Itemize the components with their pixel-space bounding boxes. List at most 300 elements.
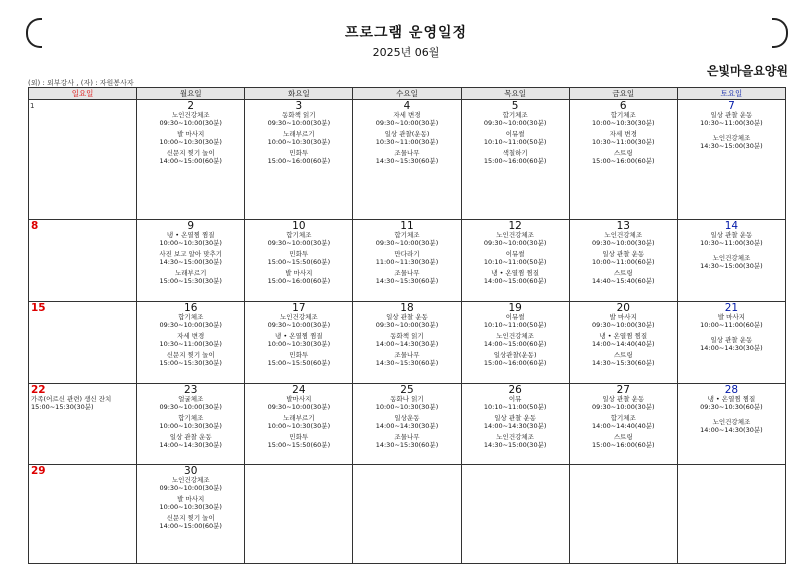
activity-name: 얼굴체조 <box>178 395 204 403</box>
activity-time: 09:30~10:00(30분) <box>267 402 331 411</box>
activity-name: 이뮤썰 <box>505 250 525 258</box>
activity-entry <box>353 415 460 430</box>
activity-time: 09:30~10:00(30분) <box>159 320 222 329</box>
activity-time: 15:00~16:00(60분) <box>483 358 547 367</box>
activity-time: 15:00~16:00(60분) <box>267 276 331 285</box>
activity-name: 동화책 읽기 <box>390 332 424 340</box>
day-number: 23 <box>184 384 198 396</box>
activity-time: 09:30~10:00(30분) <box>592 402 655 411</box>
activity-entry <box>245 352 352 367</box>
day-cell <box>245 100 353 220</box>
activity-entry <box>570 333 677 348</box>
day-number: 17 <box>292 302 306 314</box>
activity-name: 일상 관찰 운동 <box>386 313 428 321</box>
activity-entry <box>678 396 785 411</box>
activity-name: 발 마사지 <box>177 495 205 503</box>
day-number: 28 <box>724 384 739 396</box>
activity-name: 일상 관찰 운동 <box>602 250 645 258</box>
activity-time: 14:30~15:30(60분) <box>592 358 655 367</box>
day-cell <box>137 100 245 220</box>
day-number: 13 <box>616 220 630 232</box>
day-number: 8 <box>31 220 39 232</box>
activity-time: 10:00~10:30(30분) <box>375 402 439 411</box>
activity-time: 15:00~15:50(60분) <box>267 440 331 449</box>
weekday-header-monday: 월요일 <box>137 88 245 100</box>
activity-name: 합기체조 <box>610 111 636 119</box>
activity-time: 10:10~11:00(50분) <box>483 137 547 146</box>
activity-name: 이뮤 <box>508 395 522 403</box>
activity-time: 10:30~11:00(30분) <box>700 118 763 127</box>
activity-entry <box>353 396 460 411</box>
activity-entry <box>245 150 352 165</box>
activity-entry <box>462 434 569 449</box>
activity-entry <box>570 251 677 266</box>
activity-entry <box>137 314 244 329</box>
weekday-header-thursday: 목요일 <box>461 88 569 100</box>
day-cell <box>569 302 677 384</box>
activity-time: 10:00~10:30(30분) <box>267 137 331 146</box>
activity-name: 스트링 <box>613 269 633 277</box>
day-cell <box>353 384 461 465</box>
activity-time: 09:30~10:00(30분) <box>483 238 547 247</box>
activity-name: 만다라기 <box>394 250 420 258</box>
activity-entry <box>137 251 244 266</box>
activity-name: 신문지 찢기 놀이 <box>166 514 215 522</box>
activity-name: 일상관찰(운동) <box>493 351 537 359</box>
activity-name: 민화투 <box>289 351 309 359</box>
activity-name: 일상 관찰 운동 <box>169 433 212 441</box>
day-number: 22 <box>31 384 46 396</box>
activity-entry <box>245 131 352 146</box>
activity-entry <box>245 434 352 449</box>
activity-entry <box>137 496 244 511</box>
activity-time: 10:10~11:00(50분) <box>483 402 547 411</box>
page-title: 프로그램 운영일정 <box>344 25 468 41</box>
activity-time: 14:30~15:30(60분) <box>375 156 439 165</box>
activity-time: 10:00~10:30(30분) <box>592 118 655 127</box>
activity-name: 합기체조 <box>502 111 528 119</box>
activity-name: 합기체조 <box>286 231 312 239</box>
activity-time: 14:00~14:30(30분) <box>483 421 547 430</box>
day-number: 5 <box>511 100 519 112</box>
day-cell <box>353 100 461 220</box>
day-number: 16 <box>184 302 198 314</box>
activity-entry <box>462 270 569 285</box>
activity-entry <box>462 333 569 348</box>
activity-time: 09:30~10:00(30분) <box>375 118 439 127</box>
activity-time: 10:30~11:00(30분) <box>159 339 222 348</box>
activity-entry <box>462 251 569 266</box>
week-row <box>29 220 786 302</box>
activity-time: 15:00~15:30(30분) <box>159 358 222 367</box>
activity-name: 이뮤썰 <box>505 313 525 321</box>
activity-name: 노래부르기 <box>175 269 207 277</box>
activity-name: 냉 • 온열찜 찜질 <box>707 395 756 403</box>
activity-name: 발 마사지 <box>285 269 313 277</box>
day-cell <box>353 220 461 302</box>
activity-name: 조물나무 <box>394 433 420 441</box>
activity-entry <box>462 352 569 367</box>
day-cell <box>29 465 137 564</box>
activity-name: 신문지 찢기 놀이 <box>166 149 215 157</box>
day-cell <box>569 100 677 220</box>
activity-entry <box>353 131 460 146</box>
activity-name: 일상 관찰 운동 <box>494 414 537 422</box>
activity-time: 15:00~15:30(30분) <box>31 402 94 411</box>
weekday-header-friday: 금요일 <box>569 88 677 100</box>
activity-time: 10:00~10:30(30분) <box>159 137 222 146</box>
activity-name: 일상 관찰 운동 <box>710 231 753 239</box>
schedule-calendar-table <box>28 87 786 564</box>
day-cell <box>245 302 353 384</box>
weekday-header-tuesday: 화요일 <box>245 88 353 100</box>
activity-name: 자세 변경 <box>609 130 637 138</box>
week-row <box>29 384 786 465</box>
activity-entry <box>137 396 244 411</box>
day-number: 4 <box>403 100 411 112</box>
activity-entry <box>353 333 460 348</box>
activity-name: 합기체조 <box>178 313 204 321</box>
activity-name: 일상 관찰 운동 <box>710 336 753 344</box>
activity-name: 발 마사지 <box>177 130 205 138</box>
activity-time: 15:00~16:00(60분) <box>592 440 655 449</box>
day-cell <box>461 384 569 465</box>
activity-entry <box>137 434 244 449</box>
activity-name: 사진 보고 알아 맞추기 <box>159 250 223 258</box>
organization-name: 은빛마을요양원 <box>706 64 788 78</box>
activity-name: 냉 • 온열찜 찜질 <box>274 332 323 340</box>
day-cell <box>245 384 353 465</box>
day-cell <box>137 384 245 465</box>
day-cell <box>461 220 569 302</box>
day-cell <box>677 465 785 564</box>
activity-time: 14:30~15:00(30분) <box>700 261 763 270</box>
activity-entry <box>353 434 460 449</box>
activity-entry <box>462 396 569 411</box>
activity-time: 09:30~10:00(30분) <box>483 118 547 127</box>
day-cell <box>677 100 785 220</box>
day-cell <box>353 465 461 564</box>
activity-time: 09:30~10:00(30분) <box>592 320 655 329</box>
activity-name: 자세 변경 <box>393 111 421 119</box>
activity-name: 민화투 <box>289 149 309 157</box>
activity-entry <box>245 396 352 411</box>
activity-entry <box>462 112 569 127</box>
activity-entry <box>137 515 244 530</box>
activity-entry <box>353 270 460 285</box>
activity-time: 15:00~16:00(60분) <box>483 156 547 165</box>
activity-name: 노인건강체조 <box>171 476 210 484</box>
activity-time: 09:30~10:00(30분) <box>159 118 222 127</box>
activity-time: 09:30~10:30(60분) <box>700 402 763 411</box>
activity-entry <box>137 352 244 367</box>
activity-time: 15:00~15:50(60분) <box>267 358 331 367</box>
activity-name: 냉 • 온열찜 찜질 <box>599 332 648 340</box>
activity-time: 14:00~15:00(60분) <box>159 521 222 530</box>
activity-name: 자세 변경 <box>177 332 205 340</box>
activity-time: 10:00~10:30(30분) <box>159 238 222 247</box>
activity-entry <box>137 415 244 430</box>
activity-time: 10:30~11:00(30분) <box>700 238 763 247</box>
activity-time: 14:00~15:00(60분) <box>159 156 222 165</box>
activity-time: 14:30~15:00(30분) <box>700 141 763 150</box>
activity-name: 일상운동 <box>394 414 420 422</box>
day-cell <box>29 100 137 220</box>
day-cell <box>353 302 461 384</box>
activity-entry <box>462 150 569 165</box>
activity-name: 노인건강체조 <box>604 231 643 239</box>
activity-entry <box>245 333 352 348</box>
activity-time: 14:00~14:40(40분) <box>592 339 655 348</box>
activity-time: 09:30~10:00(30분) <box>267 238 331 247</box>
activity-time: 14:00~15:00(60분) <box>483 276 547 285</box>
activity-time: 14:00~14:30(30분) <box>159 440 222 449</box>
activity-entry <box>570 415 677 430</box>
day-cell <box>245 220 353 302</box>
day-cell <box>569 384 677 465</box>
activity-name: 조물나무 <box>394 351 420 359</box>
activity-name: 동화책 읽기 <box>282 111 316 119</box>
activity-time: 14:00~14:30(30분) <box>375 339 439 348</box>
day-number: 20 <box>616 302 630 314</box>
activity-time: 14:00~14:30(30분) <box>375 421 439 430</box>
activity-name: 노인건강체조 <box>712 134 751 142</box>
activity-entry <box>245 415 352 430</box>
activity-entry <box>353 352 460 367</box>
activity-time: 10:00~11:00(60분) <box>700 320 763 329</box>
activity-entry <box>678 255 785 270</box>
day-cell <box>569 220 677 302</box>
activity-entry <box>137 270 244 285</box>
day-number: 19 <box>508 302 522 314</box>
activity-time: 14:30~15:30(60분) <box>375 358 439 367</box>
activity-entry <box>29 396 136 411</box>
day-number: 24 <box>292 384 306 396</box>
day-number: 27 <box>616 384 630 396</box>
activity-time: 14:00~14:30(30분) <box>700 425 763 434</box>
day-cell <box>137 465 245 564</box>
day-cell <box>137 220 245 302</box>
activity-name: 스트링 <box>613 351 633 359</box>
activity-entry <box>678 135 785 150</box>
activity-name: 조물나무 <box>394 269 420 277</box>
activity-time: 09:30~10:00(30분) <box>159 483 222 492</box>
day-cell <box>461 100 569 220</box>
day-cell <box>677 220 785 302</box>
day-cell <box>461 302 569 384</box>
activity-entry <box>678 419 785 434</box>
activity-name: 스트링 <box>613 433 633 441</box>
activity-name: 노인건강체조 <box>171 111 210 119</box>
activity-time: 14:00~15:00(60분) <box>483 339 547 348</box>
day-cell <box>137 302 245 384</box>
activity-time: 10:30~11:00(30분) <box>375 137 439 146</box>
activity-name: 노래부르기 <box>283 414 315 422</box>
activity-time: 09:30~10:00(30분) <box>267 320 331 329</box>
day-number: 26 <box>508 384 522 396</box>
weekday-header-wednesday: 수요일 <box>353 88 461 100</box>
activity-entry <box>462 232 569 247</box>
weekday-header-saturday: 토요일 <box>677 88 785 100</box>
activity-time: 11:00~11:30(30분) <box>375 257 439 266</box>
activity-name: 냉 • 온열찜 찜질 <box>491 269 539 277</box>
activity-entry <box>245 112 352 127</box>
activity-entry <box>570 270 677 285</box>
activity-entry <box>353 112 460 127</box>
activity-time: 10:00~10:30(30분) <box>267 421 331 430</box>
day-number: 11 <box>400 220 414 232</box>
activity-name: 합기체조 <box>394 231 420 239</box>
activity-name: 일상 관찰 운동 <box>602 395 645 403</box>
activity-name: 노인건강체조 <box>712 418 751 426</box>
activity-entry <box>462 415 569 430</box>
week-row <box>29 100 786 220</box>
activity-time: 14:30~15:30(60분) <box>375 440 439 449</box>
day-number: 3 <box>295 100 303 112</box>
activity-time: 09:30~10:00(30분) <box>592 238 655 247</box>
day-cell <box>461 465 569 564</box>
activity-name: 노래부르기 <box>283 130 315 138</box>
activity-entry <box>462 314 569 329</box>
activity-entry <box>570 396 677 411</box>
day-number: 1 <box>30 102 35 110</box>
activity-time: 10:00~10:30(30분) <box>267 339 331 348</box>
activity-name: 스트링 <box>613 149 633 157</box>
activity-time: 14:30~15:00(30분) <box>483 440 547 449</box>
activity-entry <box>245 314 352 329</box>
week-row <box>29 465 786 564</box>
activity-entry <box>353 232 460 247</box>
activity-entry <box>137 333 244 348</box>
activity-name: 이뮤썰 <box>505 130 525 138</box>
activity-name: 색칠하기 <box>502 149 528 157</box>
activity-time: 14:40~15:40(60분) <box>592 276 655 285</box>
activity-name: 냉 • 온열찜 찜질 <box>166 231 215 239</box>
activity-time: 10:10~11:00(50분) <box>483 257 547 266</box>
activity-entry <box>570 434 677 449</box>
activity-name: 합기체조 <box>610 414 636 422</box>
day-number: 18 <box>400 302 414 314</box>
activity-name: 신문지 찢기 놀이 <box>166 351 215 359</box>
activity-time: 10:00~10:30(30분) <box>159 502 222 511</box>
day-number: 30 <box>184 465 198 477</box>
activity-time: 10:30~11:00(30분) <box>592 137 655 146</box>
day-number: 21 <box>724 302 739 314</box>
activity-time: 14:00~14:30(30분) <box>700 343 763 352</box>
activity-time: 09:30~10:00(30분) <box>159 402 222 411</box>
weekday-header-sunday: 일요일 <box>29 88 137 100</box>
activity-name: 노인건강체조 <box>496 433 534 441</box>
activity-entry <box>570 314 677 329</box>
day-number: 10 <box>292 220 306 232</box>
day-cell <box>677 384 785 465</box>
activity-name: 합기체조 <box>178 414 204 422</box>
activity-time: 15:00~16:00(60분) <box>592 156 655 165</box>
day-number: 15 <box>31 302 46 314</box>
activity-entry <box>353 314 460 329</box>
day-number: 7 <box>728 100 735 112</box>
day-number: 9 <box>187 220 195 232</box>
day-cell <box>569 465 677 564</box>
day-number: 29 <box>31 465 46 477</box>
activity-time: 15:00~15:50(60분) <box>267 257 331 266</box>
activity-entry <box>570 352 677 367</box>
activity-name: 민화투 <box>289 433 309 441</box>
activity-entry <box>570 232 677 247</box>
activity-entry <box>678 314 785 329</box>
day-number: 25 <box>400 384 414 396</box>
activity-entry <box>245 251 352 266</box>
activity-name: 조물나무 <box>394 149 420 157</box>
activity-entry <box>137 232 244 247</box>
activity-time: 10:00~11:00(60분) <box>592 257 655 266</box>
activity-entry <box>678 112 785 127</box>
activity-entry <box>353 251 460 266</box>
activity-entry <box>353 150 460 165</box>
activity-name: 노인건강체조 <box>280 313 318 321</box>
activity-entry <box>245 232 352 247</box>
activity-entry <box>678 232 785 247</box>
activity-name: 민화투 <box>289 250 309 258</box>
activity-name: 일상 관찰(운동) <box>384 130 430 138</box>
activity-entry <box>462 131 569 146</box>
weekday-header-row <box>29 88 786 100</box>
activity-entry <box>137 150 244 165</box>
week-row <box>29 302 786 384</box>
day-number: 12 <box>508 220 522 232</box>
activity-name: 가족(어르신 관련) 생신 잔치 <box>31 395 112 403</box>
activity-time: 09:30~10:00(30분) <box>375 238 439 247</box>
activity-time: 14:30~15:30(60분) <box>375 276 439 285</box>
activity-entry <box>678 337 785 352</box>
activity-entry <box>570 150 677 165</box>
day-number: 14 <box>724 220 739 232</box>
activity-name: 일상 관찰 운동 <box>710 111 753 119</box>
activity-name: 발 마사지 <box>717 313 746 321</box>
day-cell <box>677 302 785 384</box>
schedule-month: 2025년 06월 <box>372 46 440 59</box>
activity-time: 14:30~15:00(30분) <box>159 257 222 266</box>
activity-time: 09:30~10:00(30분) <box>267 118 331 127</box>
activity-time: 15:00~16:00(60분) <box>267 156 331 165</box>
activity-entry <box>137 477 244 492</box>
day-cell <box>245 465 353 564</box>
activity-name: 노인건강체조 <box>496 332 534 340</box>
activity-name: 노인건강체조 <box>496 231 534 239</box>
calendar-body <box>29 100 786 564</box>
day-cell <box>29 220 137 302</box>
activity-time: 10:10~11:00(50분) <box>483 320 547 329</box>
activity-name: 동화나 읽기 <box>390 395 424 403</box>
activity-time: 10:00~10:30(30분) <box>159 421 222 430</box>
activity-entry <box>137 131 244 146</box>
activity-entry <box>137 112 244 127</box>
day-number: 6 <box>619 100 627 112</box>
day-cell <box>29 302 137 384</box>
activity-name: 발 마사지 <box>609 313 637 321</box>
day-cell <box>29 384 137 465</box>
activity-time: 09:30~10:00(30분) <box>375 320 439 329</box>
activity-entry <box>570 131 677 146</box>
activity-name: 노인건강체조 <box>712 254 751 262</box>
day-number: 2 <box>187 100 195 112</box>
activity-time: 15:00~15:30(30분) <box>159 276 222 285</box>
activity-entry <box>245 270 352 285</box>
activity-entry <box>570 112 677 127</box>
legend-note: (외) : 외부강사 , (자) : 자원봉사자 <box>28 79 134 87</box>
activity-time: 14:00~14:40(40분) <box>592 421 655 430</box>
activity-name: 발마사지 <box>286 395 312 403</box>
